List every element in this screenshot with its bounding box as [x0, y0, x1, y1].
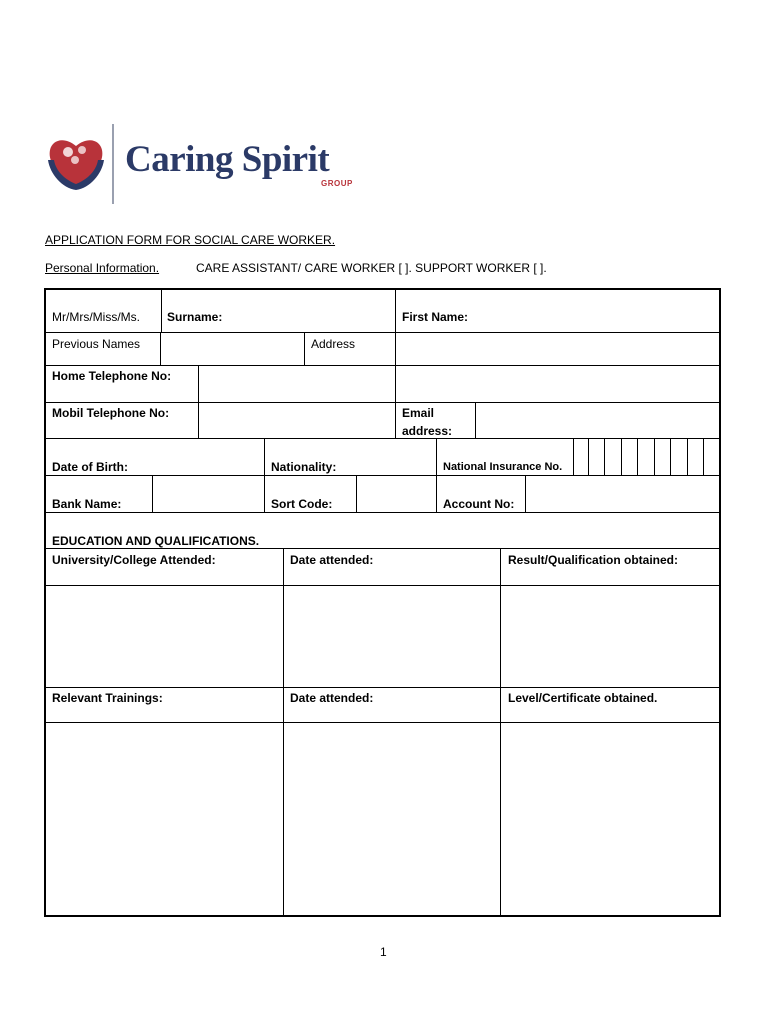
title-label: Mr/Mrs/Miss/Ms.	[52, 310, 140, 324]
address-field[interactable]	[397, 334, 718, 401]
first-name-field[interactable]	[470, 290, 718, 331]
national-insurance-label: National Insurance No.	[443, 461, 563, 473]
account-no-field[interactable]	[527, 477, 718, 511]
education-col3-header: Result/Qualification obtained:	[508, 553, 679, 567]
nationality-field[interactable]	[340, 440, 435, 474]
first-name-label: First Name:	[402, 310, 469, 324]
education-college-field[interactable]	[46, 587, 282, 686]
page-number: 1	[380, 945, 387, 959]
training-col3-header: Level/Certificate obtained.	[508, 691, 658, 705]
training-col2-header: Date attended:	[290, 691, 374, 705]
sort-code-field[interactable]	[358, 477, 435, 511]
account-no-label: Account No:	[443, 497, 515, 511]
surname-field[interactable]	[224, 290, 394, 331]
roles-label: CARE ASSISTANT/ CARE WORKER [ ]. SUPPORT WORKER [ ].	[196, 261, 547, 275]
training-col1-header: Relevant Trainings:	[52, 691, 163, 705]
previous-names-label: Previous Names	[52, 337, 141, 351]
email-label-line1: Email	[402, 406, 435, 420]
nationality-label: Nationality:	[271, 460, 337, 474]
surname-label: Surname:	[167, 310, 223, 324]
previous-names-field[interactable]	[162, 334, 303, 364]
education-result-field[interactable]	[502, 587, 718, 686]
email-label-line2: address:	[402, 424, 453, 438]
date-of-birth-field[interactable]	[130, 440, 263, 474]
mobile-telephone-field[interactable]	[200, 404, 394, 437]
bank-name-field[interactable]	[154, 477, 263, 511]
education-heading: EDUCATION AND QUALIFICATIONS.	[52, 534, 260, 548]
training-date-field[interactable]	[285, 724, 499, 914]
form-heading: APPLICATION FORM FOR SOCIAL CARE WORKER.	[45, 233, 336, 247]
education-date-field[interactable]	[285, 587, 499, 686]
national-insurance-field[interactable]	[574, 440, 718, 474]
training-name-field[interactable]	[46, 724, 282, 914]
bank-name-label: Bank Name:	[52, 497, 122, 511]
date-of-birth-label: Date of Birth:	[52, 460, 128, 474]
title-field[interactable]	[46, 290, 160, 306]
education-col1-header: University/College Attended:	[52, 553, 216, 567]
brand-sub: GROUP	[321, 179, 353, 188]
mobile-telephone-label: Mobil Telephone No:	[52, 406, 170, 420]
brand-name: Caring Spirit	[125, 139, 330, 180]
address-label: Address	[311, 337, 356, 351]
education-col2-header: Date attended:	[290, 553, 374, 567]
personal-info-label: Personal Information.	[45, 261, 160, 275]
training-level-field[interactable]	[502, 724, 718, 914]
home-telephone-label: Home Telephone No:	[52, 369, 172, 383]
sort-code-label: Sort Code:	[271, 497, 333, 511]
home-telephone-field[interactable]	[200, 367, 394, 401]
email-field[interactable]	[477, 404, 718, 437]
